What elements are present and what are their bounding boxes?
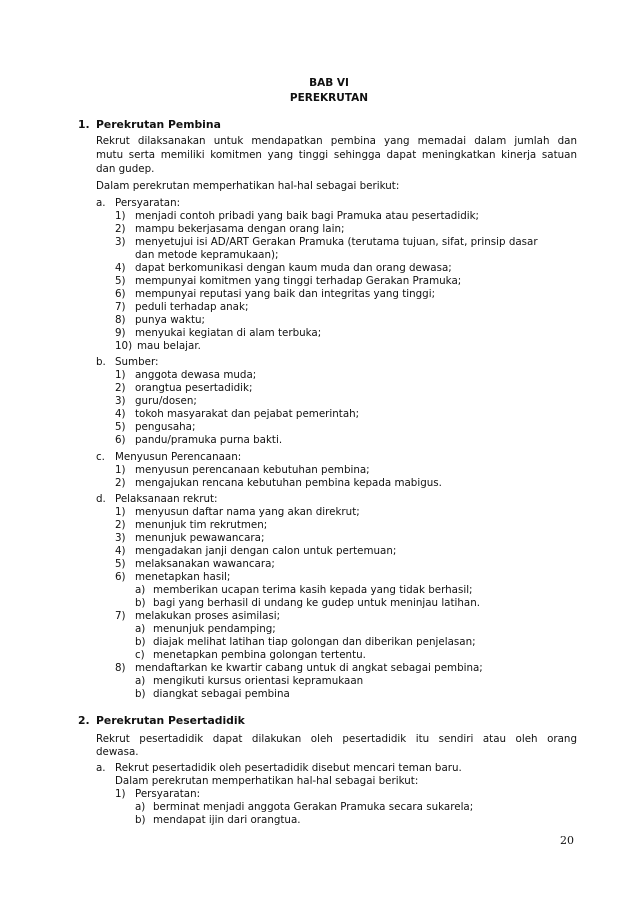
list-item: mengajukan rencana kebutuhan pembina kepada mabigus.: [135, 477, 442, 489]
section-2-title: Perekrutan Pesertadidik: [96, 714, 245, 727]
subsection-a-label: a.: [96, 197, 106, 209]
subsection-a-title: Rekrut pesertadidik oleh pesertadidik disebut mencari teman baru.: [115, 762, 462, 774]
section-1-intro-line: Dalam perekrutan memperhatikan hal-hal sebagai berikut:: [96, 180, 400, 192]
list-item-number: 10): [115, 340, 133, 352]
list-item-number: 6): [115, 571, 126, 583]
chapter-label: BAB VI: [309, 77, 349, 89]
list-item: melakukan proses asimilasi;: [135, 610, 281, 622]
sub-list-item: diajak melihat latihan tiap golongan dan diberikan penjelasan;: [153, 636, 476, 648]
sub-list-item: mengikuti kursus orientasi kepramukaan: [153, 675, 364, 687]
sub-list-item: diangkat sebagai pembina: [153, 688, 290, 700]
section-1-intro-line: dan gudep.: [96, 163, 155, 175]
subsection-a-title: Persyaratan:: [115, 197, 181, 209]
subsection-a-label: a.: [96, 762, 106, 774]
list-item-number: 5): [115, 275, 126, 287]
section-2-intro-line: dewasa.: [96, 746, 139, 758]
list-item: menyetujui isi AD/ART Gerakan Pramuka (terutama tujuan, sifat, prinsip dasar: [135, 236, 538, 248]
section-1-title: Perekrutan Pembina: [96, 118, 221, 131]
sub-list-item: mendapat ijin dari orangtua.: [153, 814, 301, 826]
list-item: orangtua pesertadidik;: [135, 382, 253, 394]
list-item: menetapkan hasil;: [135, 571, 231, 583]
list-item: menyusun daftar nama yang akan direkrut;: [135, 506, 360, 518]
list-item: mendaftarkan ke kwartir cabang untuk di angkat sebagai pembina;: [135, 662, 483, 674]
list-item-number: 2): [115, 223, 126, 235]
subsection-d-label: d.: [96, 493, 106, 505]
list-item: mau belajar.: [137, 340, 201, 352]
list-item-number: 6): [115, 434, 126, 446]
section-2-intro-line: Rekrut pesertadidik dapat dilakukan oleh pesertadidik itu sendiri atau oleh orang: [96, 733, 577, 745]
section-1-intro-line: Rekrut dilaksanakan untuk mendapatkan pembina yang memadai dalam jumlah dan: [96, 135, 577, 147]
list-item: anggota dewasa muda;: [135, 369, 257, 381]
list-item: mengadakan janji dengan calon untuk pertemuan;: [135, 545, 397, 557]
list-item-number: 1): [115, 464, 126, 476]
list-item: tokoh masyarakat dan pejabat pemerintah;: [135, 408, 360, 420]
list-item-number: 6): [115, 288, 126, 300]
subsection-c-label: c.: [96, 451, 105, 463]
list-item-number: 7): [115, 301, 126, 313]
sub-list-item: bagi yang berhasil di undang ke gudep untuk meninjau latihan.: [153, 597, 481, 609]
subsection-b-label: b.: [96, 356, 106, 368]
subsection-b-title: Sumber:: [115, 356, 159, 368]
list-item-number: 5): [115, 558, 126, 570]
section-1-intro-line: mutu serta memiliki komitmen yang tinggi sehingga dapat meningkatkan kinerja satuan: [96, 149, 577, 161]
list-item: pengusaha;: [135, 421, 196, 433]
list-item: mempunyai reputasi yang baik dan integritas yang tinggi;: [135, 288, 436, 300]
list-item: mempunyai komitmen yang tinggi terhadap Gerakan Pramuka;: [135, 275, 462, 287]
list-item-number: 3): [115, 532, 126, 544]
list-item: mampu bekerjasama dengan orang lain;: [135, 223, 345, 235]
list-item-number: 2): [115, 382, 126, 394]
list-item-number: 2): [115, 477, 126, 489]
list-item-number: 7): [115, 610, 126, 622]
sub-list-item-letter: a): [135, 801, 146, 813]
list-item-number: 5): [115, 421, 126, 433]
list-item-number: 1): [115, 788, 126, 800]
list-item: punya waktu;: [135, 314, 205, 326]
list-item-number: 3): [115, 395, 126, 407]
sub-list-item: menetapkan pembina golongan tertentu.: [153, 649, 366, 661]
subsection-d-title: Pelaksanaan rekrut:: [115, 493, 218, 505]
list-item: menyusun perencanaan kebutuhan pembina;: [135, 464, 370, 476]
list-item: Persyaratan:: [135, 788, 201, 800]
sub-list-item-letter: a): [135, 675, 146, 687]
sub-list-item-letter: b): [135, 636, 146, 648]
sub-list-item: menunjuk pendamping;: [153, 623, 276, 635]
sub-list-item-letter: b): [135, 688, 146, 700]
list-item-number: 8): [115, 314, 126, 326]
sub-list-item: memberikan ucapan terima kasih kepada yang tidak berhasil;: [153, 584, 473, 596]
list-item: melaksanakan wawancara;: [135, 558, 275, 570]
list-item-number: 4): [115, 408, 126, 420]
sub-list-item-letter: a): [135, 623, 146, 635]
list-item: menyukai kegiatan di alam terbuka;: [135, 327, 322, 339]
sub-list-item-letter: a): [135, 584, 146, 596]
section-2-number: 2.: [78, 714, 90, 727]
sub-list-item: berminat menjadi anggota Gerakan Pramuka secara sukarela;: [153, 801, 474, 813]
list-item: menjadi contoh pribadi yang baik bagi Pramuka atau pesertadidik;: [135, 210, 480, 222]
list-item: menunjuk pewawancara;: [135, 532, 265, 544]
sub-list-item-letter: b): [135, 814, 146, 826]
subsection-c-title: Menyusun Perencanaan:: [115, 451, 242, 463]
list-item-number: 9): [115, 327, 126, 339]
page-number: 20: [560, 834, 574, 847]
list-item: guru/dosen;: [135, 395, 197, 407]
list-item-number: 1): [115, 210, 126, 222]
list-item-number: 1): [115, 506, 126, 518]
sub-list-item-letter: b): [135, 597, 146, 609]
list-item-continuation: dan metode kepramukaan);: [135, 249, 279, 261]
list-item-number: 1): [115, 369, 126, 381]
list-item-number: 2): [115, 519, 126, 531]
sub-list-item-letter: c): [135, 649, 145, 661]
list-item-number: 8): [115, 662, 126, 674]
list-item-number: 3): [115, 236, 126, 248]
list-item-number: 4): [115, 545, 126, 557]
chapter-title: PEREKRUTAN: [289, 92, 369, 104]
list-item: peduli terhadap anak;: [135, 301, 249, 313]
subsection-a-line: Dalam perekrutan memperhatikan hal-hal sebagai berikut:: [115, 775, 419, 787]
list-item-number: 4): [115, 262, 126, 274]
list-item: dapat berkomunikasi dengan kaum muda dan orang dewasa;: [135, 262, 452, 274]
list-item: menunjuk tim rekrutmen;: [135, 519, 268, 531]
section-1-number: 1.: [78, 118, 90, 131]
list-item: pandu/pramuka purna bakti.: [135, 434, 283, 446]
